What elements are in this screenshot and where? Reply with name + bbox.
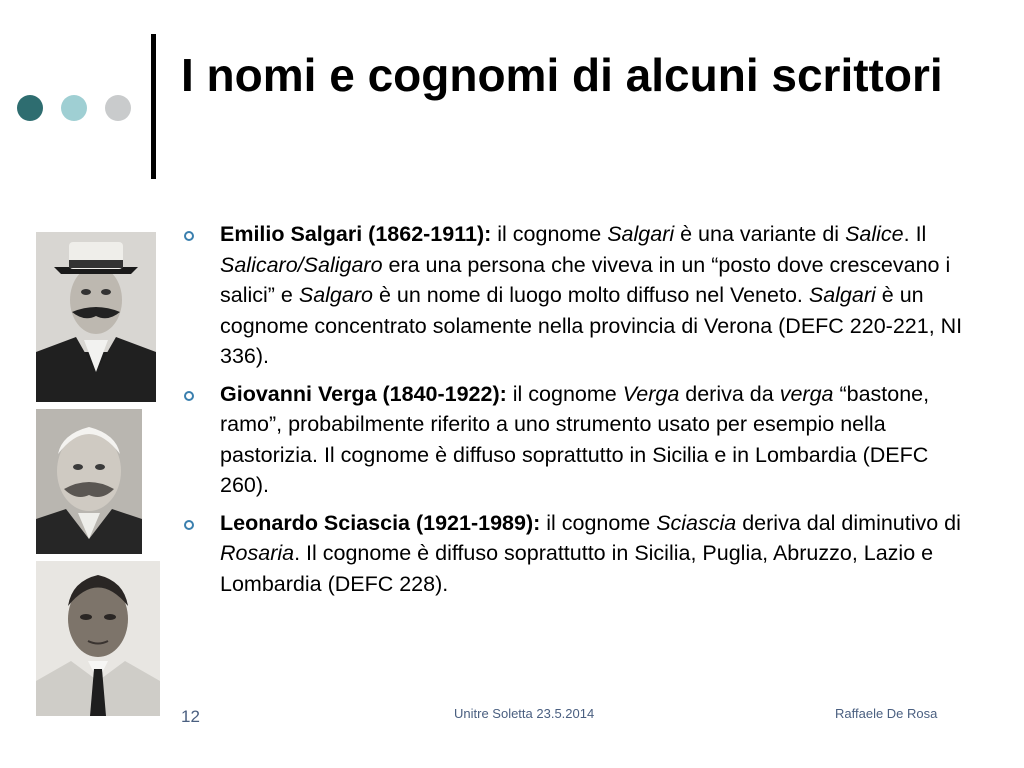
- decorative-dot-light: [61, 95, 87, 121]
- bullet-icon: [184, 231, 194, 241]
- author-name: Giovanni Verga (1840-1922):: [220, 381, 507, 406]
- portrait-sciascia: [36, 561, 160, 716]
- title-divider: [151, 34, 156, 179]
- bullet-icon: [184, 391, 194, 401]
- bullet-item-salgari: Emilio Salgari (1862-1911): il cognome Salgari è una variante di Salice. Il Salicaro/Saligaro era una persona che viveva in un “posto dove crescevano i salici” e Salgaro è un nome di luogo molto diffuso nel Veneto. Salgari è un cognome concentrato solamente nella provincia di Verona (DEFC 220-221, NI 336).: [220, 219, 980, 372]
- portrait-verga: [36, 409, 142, 554]
- decorative-dot-dark: [17, 95, 43, 121]
- author-name: Leonardo Sciascia (1921-1989):: [220, 510, 541, 535]
- slide-number: 12: [181, 707, 200, 726]
- footer-event: Unitre Soletta 23.5.2014: [454, 706, 595, 721]
- decorative-dot-gray: [105, 95, 131, 121]
- bullet-list: [220, 219, 980, 606]
- bullet-item-verga: Giovanni Verga (1840-1922): il cognome Verga deriva da verga “bastone, ramo”, probabilmente riferito a uno strumento usato per esempio nella pastorizia. Il cognome è diffuso soprattutto in Sicilia e in Lombardia (DEFC 260).: [220, 379, 980, 501]
- author-name: Emilio Salgari (1862-1911):: [220, 222, 492, 246]
- bullet-item-sciascia: Leonardo Sciascia (1921-1989): il cognome Sciascia deriva dal diminutivo di Rosaria. Il cognome è diffuso soprattutto in Sicilia, Puglia, Abruzzo, Lazio e Lombardia (DEFC 228).: [220, 508, 980, 600]
- footer-author: Raffaele De Rosa: [835, 706, 938, 721]
- portrait-salgari: [36, 232, 156, 402]
- bullet-icon: [184, 520, 194, 530]
- slide-title: I nomi e cognomi di alcuni scrittori: [181, 49, 943, 101]
